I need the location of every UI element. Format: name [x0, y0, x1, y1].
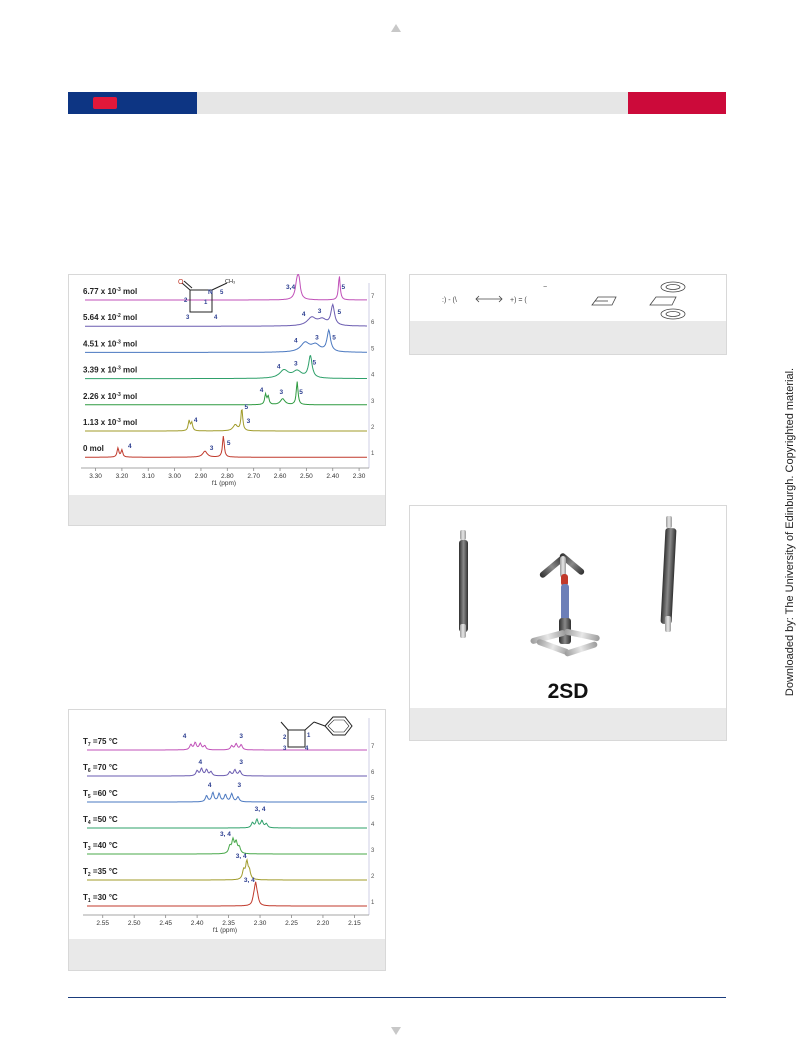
spectrum-row-label: 2.26 x $10^{-3}$ mol — [83, 391, 138, 401]
x-tick-label: 3.30 — [89, 473, 102, 480]
atom-number-label: 1 — [204, 300, 208, 306]
resonance-scheme — [410, 275, 726, 321]
x-axis-label: f1 (ppm) — [211, 480, 237, 487]
peak-assignment-label: 5 — [299, 388, 303, 396]
x-axis-label: f1 (ppm) — [212, 927, 238, 934]
x-tick-label: 3.00 — [168, 473, 181, 480]
atom-number-label: 1 — [307, 733, 311, 739]
methyl-label: CH₃ — [225, 279, 236, 285]
x-tick-label: 2.70 — [247, 473, 261, 480]
spectrum-row-label: 5.64 x $10^{-2}$ mol — [83, 313, 138, 323]
x-tick-label: 2.35 — [222, 920, 235, 927]
peak-assignment-label: 4 — [193, 417, 198, 424]
header-red-segment — [628, 92, 726, 114]
spectrum-index-number: 4 — [371, 822, 375, 828]
svg-text:−: − — [543, 284, 548, 291]
spectrum-trace — [87, 819, 367, 828]
peak-assignment-label: 3, 4 — [220, 831, 231, 838]
spectrum-row-label: 1.13 x $10^{-3}$ mol — [83, 418, 138, 427]
figure-1-caption — [69, 495, 385, 525]
spectrum-row-label: $T_7 =75$ °C — [83, 737, 118, 748]
x-tick-label: 2.40 — [190, 920, 204, 927]
spectrum-index-number: 7 — [371, 294, 375, 300]
peak-assignment-label: 4 — [301, 311, 306, 319]
spectrum-row-label: $T_2 =35$ °C — [83, 867, 118, 878]
svg-text:+) = (: +) = ( — [510, 297, 527, 304]
spectrum-index-number: 1 — [371, 451, 375, 458]
peak-assignment-label: 3 — [239, 733, 243, 740]
oxygen-label: O — [178, 279, 184, 286]
peak-assignment-label: 3 — [237, 782, 242, 789]
spectrum-row-label: 3.39 x $10^{-3}$ mol — [83, 365, 138, 375]
figure-3-caption — [410, 708, 726, 740]
x-tick-label: 2.20 — [316, 920, 330, 927]
figure-2-panel — [68, 709, 386, 971]
atom-number-label: 4 — [305, 746, 309, 752]
peak-assignment-label: 5 — [341, 284, 346, 291]
atom-number-label: 5 — [220, 290, 224, 296]
atom-number-label: 4 — [214, 315, 218, 321]
peak-assignment-label: 3 — [246, 418, 251, 425]
x-tick-label: 2.15 — [348, 920, 361, 927]
spectrum-index-number: 6 — [371, 320, 375, 327]
spectrum-row-label: $T_1 =30$ °C — [83, 893, 118, 904]
spectrum-row-label: 4.51 x $10^{-3}$ mol — [83, 339, 138, 349]
x-tick-label: 2.80 — [220, 473, 234, 480]
spectrum-row-label: 0 mol — [83, 444, 104, 454]
spectrum-trace — [87, 792, 367, 802]
peak-assignment-label: 3 — [317, 308, 322, 316]
atom-number-label: 3 — [283, 746, 287, 752]
peak-assignment-label: 3 — [315, 334, 319, 342]
peak-assignment-label: 5 — [337, 309, 342, 317]
spectrum-row-label: 6.77 x $10^{-3}$ mol — [83, 287, 138, 296]
molecular-model-2sd — [410, 506, 726, 708]
spectrum-index-number: 2 — [371, 874, 375, 880]
x-tick-label: 2.30 — [352, 473, 366, 480]
spectrum-trace — [87, 860, 367, 880]
peak-assignment-label: 3, 4 — [243, 877, 255, 884]
peak-assignment-label: 4 — [207, 782, 212, 789]
figure-1-panel — [68, 274, 386, 526]
spectrum-trace — [87, 742, 367, 750]
spectrum-index-number: 3 — [371, 848, 375, 854]
peak-assignment-label: 4 — [198, 759, 203, 766]
n-benzyl-azetidinone-structure — [281, 717, 352, 752]
peak-assignment-label: 3 — [209, 445, 214, 453]
figure-2-caption — [69, 939, 385, 970]
journal-logo-badge — [93, 97, 117, 109]
peak-assignment-label: 3 — [279, 388, 284, 396]
x-tick-label: 3.10 — [141, 473, 155, 480]
spectrum-row-label: $T_5 =60$ °C — [83, 789, 118, 800]
peak-assignment-label: 3 — [294, 360, 298, 368]
spectrum-trace — [87, 768, 367, 776]
peak-assignment-label: 3, 4 — [235, 853, 247, 860]
x-tick-label: 2.90 — [194, 473, 208, 480]
spectrum-row-label: $T_3 =40$ °C — [83, 841, 118, 852]
spectrum-index-number: 5 — [371, 346, 375, 353]
peak-assignment-label: 3,4 — [286, 284, 296, 291]
spectrum-index-number: 1 — [371, 900, 375, 906]
x-tick-label: 3.20 — [115, 473, 129, 480]
x-tick-label: 2.55 — [96, 920, 110, 927]
peak-assignment-label: 4 — [182, 733, 187, 740]
download-watermark — [780, 367, 800, 697]
x-tick-label: 2.60 — [273, 473, 287, 480]
nitrogen-label: N — [208, 289, 213, 296]
scheme-caption — [410, 321, 726, 354]
atom-number-label: 2 — [283, 735, 287, 741]
spectrum-trace — [87, 882, 367, 906]
molecule-label: 2SD — [547, 680, 589, 703]
peak-assignment-label: 5 — [312, 359, 317, 367]
x-tick-label: 2.40 — [326, 473, 340, 480]
peak-assignment-label: 4 — [294, 337, 298, 345]
spectrum-index-number: 4 — [371, 372, 375, 379]
spectrum-index-number: 2 — [371, 425, 375, 431]
x-tick-label: 2.50 — [300, 473, 313, 480]
peak-assignment-label: 3 — [239, 759, 243, 766]
svg-text::) - (\: :) - (\ — [442, 297, 457, 304]
figure-1-nmr-spectra — [69, 275, 385, 493]
spectrum-trace — [87, 838, 367, 854]
peak-assignment-label: 4 — [276, 363, 281, 371]
footer-rule — [68, 997, 726, 998]
journal-header-bar — [68, 92, 726, 114]
header-blue-segment — [68, 92, 197, 114]
watermark-text: Downloaded by: The University of Edinburgh. Copyrighted material. — [784, 367, 796, 697]
peak-assignment-label: 5 — [244, 404, 249, 411]
figure-2-vt-nmr-spectra — [69, 710, 385, 937]
spectrum-index-number: 3 — [371, 398, 375, 405]
spectrum-index-number: 6 — [371, 770, 375, 776]
peak-assignment-label: 4 — [259, 386, 264, 394]
peak-assignment-label: 5 — [226, 440, 231, 448]
figure-3-panel — [409, 505, 727, 741]
peak-assignment-label: 5 — [332, 334, 336, 342]
x-tick-label: 2.50 — [127, 920, 141, 927]
scroll-up-arrow-icon[interactable] — [391, 24, 401, 32]
x-tick-label: 2.45 — [159, 920, 172, 927]
x-tick-label: 2.30 — [253, 920, 267, 927]
scroll-down-arrow-icon[interactable] — [391, 1027, 401, 1035]
peak-assignment-label: 4 — [127, 443, 132, 451]
atom-number-label: 3 — [186, 315, 190, 321]
spectrum-row-label: $T_4 =50$ °C — [83, 815, 118, 826]
scheme-panel — [409, 274, 727, 355]
peak-assignment-label: 3, 4 — [254, 806, 266, 813]
spectrum-row-label: $T_6 =70$ °C — [83, 763, 118, 774]
spectrum-index-number: 5 — [371, 796, 375, 802]
x-tick-label: 2.25 — [285, 920, 298, 927]
spectrum-index-number: 7 — [371, 744, 375, 750]
atom-number-label: 2 — [184, 298, 188, 304]
